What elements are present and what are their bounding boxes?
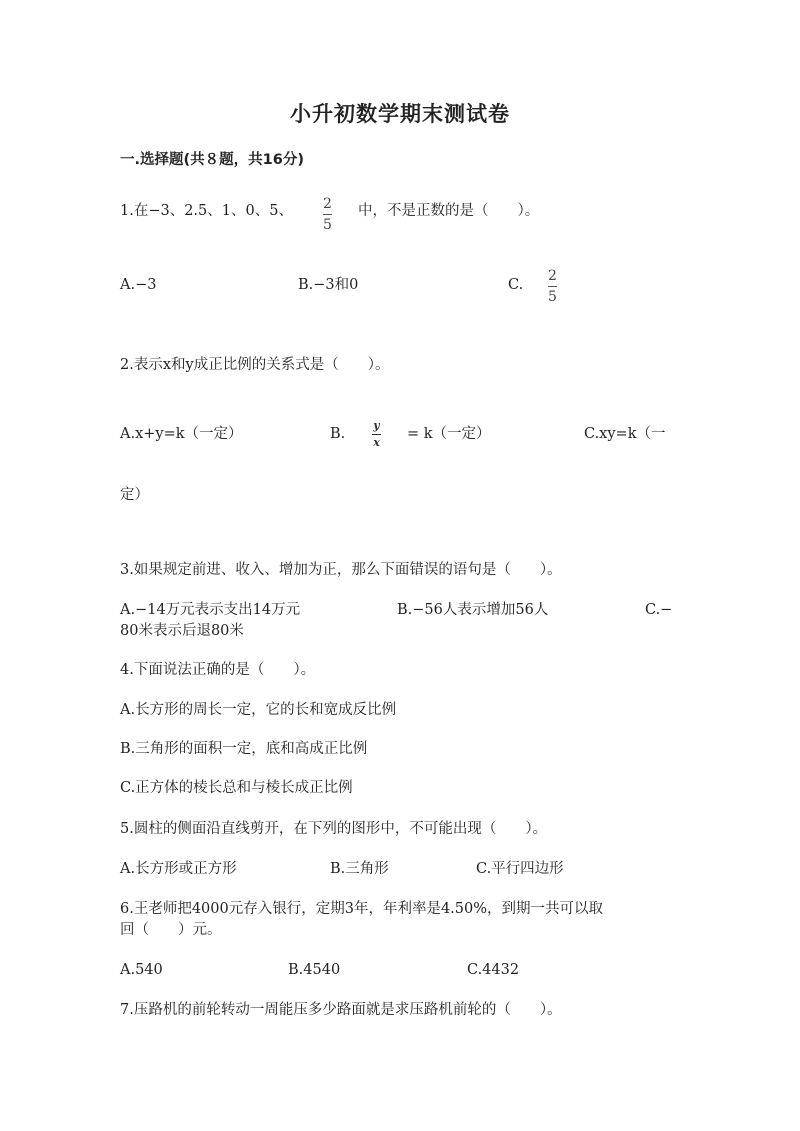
q2-option-c: C.xy=k（一 <box>584 426 666 442</box>
q2-option-b-denominator: x <box>373 436 380 449</box>
q2-option-b-numerator: y <box>373 419 380 432</box>
q7-stem: 7.压路机的前轮转动一周能压多少路面就是求压路机前轮的（ ）。 <box>120 1002 562 1018</box>
fraction-bar <box>372 434 381 435</box>
q1-option-a: A.−3 <box>120 277 157 293</box>
page-title: 小升初数学期末测试卷 <box>290 102 510 126</box>
q4-option-c: C.正方体的棱长总和与棱长成正比例 <box>120 780 353 796</box>
fraction-bar <box>323 214 332 215</box>
q4-option-a: A.长方形的周长一定，它的长和宽成反比例 <box>120 702 397 718</box>
q3-option-a: A.−14万元表示支出14万元 <box>120 602 301 618</box>
q2-option-a: A.x+y=k（一定） <box>120 426 243 442</box>
q6-option-b: B.4540 <box>288 962 341 978</box>
q1-fraction-denominator: 5 <box>323 217 332 233</box>
q5-option-b: B.三角形 <box>330 861 389 877</box>
q2-option-c-continued: 定） <box>120 487 149 503</box>
q5-stem: 5.圆柱的侧面沿直线剪开，在下列的图形中，不可能出现（ ）。 <box>120 821 548 837</box>
q1-option-c-numerator: 2 <box>548 268 557 284</box>
q2-option-b-label: B. <box>330 426 346 442</box>
q1-option-c-denominator: 5 <box>548 289 557 305</box>
q1-option-c-label: C. <box>508 277 524 293</box>
q1-option-b: B.−3和0 <box>298 277 359 293</box>
q6-stem: 6.王老师把4000元存入银行，定期3年，年利率是4.50%，到期一共可以取 <box>120 901 604 917</box>
q2-stem: 2.表示x和y成正比例的关系式是（ ）。 <box>120 357 390 373</box>
q3-option-c-continued: 80米表示后退80米 <box>120 623 244 639</box>
section-heading: 一.选择题(共８题，共16分) <box>120 152 304 168</box>
q3-option-b: B.−56人表示增加56人 <box>397 602 549 618</box>
q6-option-a: A.540 <box>120 962 163 978</box>
q5-option-a: A.长方形或正方形 <box>120 861 237 877</box>
q2-option-b-fraction <box>372 420 381 449</box>
q4-option-b: B.三角形的面积一定，底和高成正比例 <box>120 741 368 757</box>
q5-option-c: C.平行四边形 <box>476 861 564 877</box>
q6-stem-continued: 回（ ）元。 <box>120 922 222 938</box>
q1-stem-part1: 1.在−3、2.5、1、0、5、 <box>120 203 293 219</box>
q2-option-b-rest: = k（一定） <box>407 426 491 442</box>
q1-stem-part2: 中，不是正数的是（ ）。 <box>358 203 540 219</box>
q1-fraction <box>323 196 332 233</box>
q3-stem: 3.如果规定前进、收入、增加为正，那么下面错误的语句是（ ）。 <box>120 562 562 578</box>
q1-fraction-numerator: 2 <box>323 196 332 212</box>
fraction-bar <box>548 286 557 287</box>
q6-option-c: C.4432 <box>467 962 520 978</box>
q1-option-c-fraction <box>548 268 557 305</box>
q4-stem: 4.下面说法正确的是（ ）。 <box>120 662 316 678</box>
q3-option-c: C.− <box>645 602 673 618</box>
